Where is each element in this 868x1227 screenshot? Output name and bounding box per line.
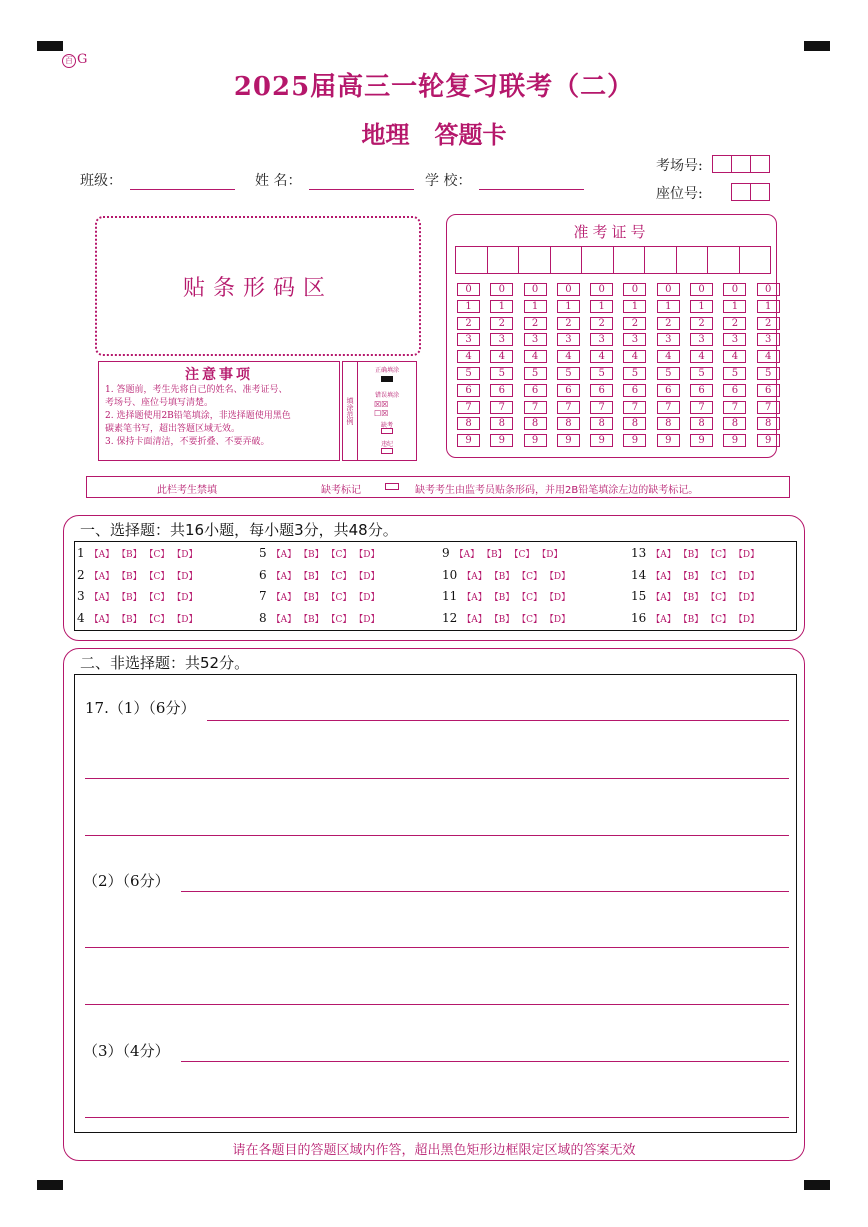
admission-number-title: 准考证号 — [573, 223, 650, 241]
answer-line — [85, 835, 789, 836]
digit-bubble[interactable]: 8 — [557, 417, 580, 430]
digit-row — [457, 317, 790, 334]
question-number: 15 — [631, 589, 647, 603]
question-number: 1 — [77, 546, 85, 560]
registration-mark-top-right — [804, 41, 830, 51]
digit-bubble[interactable]: 4 — [590, 350, 613, 363]
digit-bubble[interactable]: 5 — [524, 367, 547, 380]
answer-options[interactable]: 【A】 【B】 【C】 【D】 — [462, 593, 571, 603]
notice-item: 碳素笔书写，超出答题区域无效。 — [105, 424, 241, 434]
digit-bubble[interactable]: 1 — [590, 300, 613, 313]
answer-line — [207, 720, 789, 721]
digit-bubble[interactable]: 0 — [457, 283, 480, 296]
digit-bubble[interactable]: 6 — [557, 384, 580, 397]
digit-bubble[interactable]: 8 — [657, 417, 680, 430]
room-number-label: 考场号: — [656, 158, 703, 174]
digit-bubble[interactable]: 4 — [557, 350, 580, 363]
answer-options[interactable]: 【A】 【B】 【C】 【D】 — [271, 550, 380, 560]
answer-options[interactable]: 【A】 【B】 【C】 【D】 — [271, 571, 380, 582]
choice-question[interactable] — [631, 611, 759, 625]
choice-question[interactable] — [442, 589, 570, 603]
digit-bubble[interactable]: 5 — [723, 367, 746, 380]
notice-title: 注意事项 — [185, 367, 253, 383]
digit-bubble[interactable]: 0 — [690, 283, 713, 296]
digit-bubble[interactable]: 9 — [723, 434, 746, 447]
digit-bubble[interactable]: 3 — [657, 333, 680, 346]
digit-bubble[interactable]: 7 — [590, 401, 613, 414]
choice-question[interactable] — [259, 589, 379, 603]
digit-bubble[interactable]: 5 — [690, 367, 713, 380]
digit-bubble[interactable]: 2 — [623, 317, 646, 330]
digit-bubble[interactable]: 6 — [524, 384, 547, 397]
admission-number-write-boxes[interactable] — [455, 246, 771, 274]
question-number: 8 — [259, 610, 267, 625]
digit-bubble[interactable]: 3 — [490, 333, 513, 346]
notice-item: 2. 选择题使用2B铅笔填涂，非选择题使用黑色 — [105, 411, 291, 421]
choice-question[interactable] — [259, 568, 379, 582]
digit-bubble[interactable]: 3 — [690, 333, 713, 346]
digit-row — [457, 367, 790, 384]
digit-bubble[interactable]: 1 — [524, 300, 547, 313]
q17-part2-label: （2）（6分） — [83, 872, 170, 890]
choice-question[interactable] — [259, 611, 379, 625]
question-number: 9 — [442, 546, 450, 560]
digit-row — [457, 417, 790, 434]
digit-row — [457, 384, 790, 401]
answer-options[interactable]: 【A】 【B】 【C】 【D】 — [462, 571, 571, 582]
digit-bubble[interactable]: 0 — [524, 283, 547, 296]
violation-mark-box — [381, 448, 393, 454]
digit-bubble[interactable]: 0 — [723, 283, 746, 296]
digit-bubble[interactable]: 7 — [657, 401, 680, 414]
choice-question[interactable] — [442, 611, 570, 625]
digit-bubble[interactable]: 9 — [490, 434, 513, 447]
digit-bubble[interactable]: 2 — [457, 317, 480, 330]
digit-bubble[interactable]: 3 — [457, 333, 480, 346]
digit-bubble[interactable]: 5 — [457, 367, 480, 380]
digit-bubble[interactable]: 0 — [590, 283, 613, 296]
digit-bubble[interactable]: 9 — [457, 434, 480, 447]
digit-bubble[interactable]: 0 — [490, 283, 513, 296]
digit-bubble[interactable]: 8 — [757, 417, 780, 430]
class-field[interactable]: 班级： — [80, 170, 235, 190]
digit-row — [457, 401, 790, 418]
fill-example-box: 填涂范例 正确填涂 错误填涂 ☒☒ ☐☒ 缺考 违纪 — [342, 361, 417, 461]
digit-bubble[interactable]: 3 — [723, 333, 746, 346]
question-number: 12 — [442, 610, 458, 625]
registration-mark-bottom-left — [37, 1180, 63, 1190]
digit-bubble[interactable]: 7 — [557, 401, 580, 414]
digit-bubble[interactable]: 8 — [723, 417, 746, 430]
absent-mark-box — [381, 428, 393, 434]
digit-bubble[interactable]: 4 — [623, 350, 646, 363]
answer-area[interactable] — [74, 674, 797, 1133]
digit-bubble[interactable]: 7 — [524, 401, 547, 414]
digit-bubble[interactable]: 9 — [757, 434, 780, 447]
digit-bubble[interactable]: 6 — [457, 384, 480, 397]
digit-bubble[interactable]: 9 — [557, 434, 580, 447]
digit-bubble[interactable]: 6 — [723, 384, 746, 397]
q17-part1-label: 17.（1）（6分） — [85, 699, 196, 717]
answer-options[interactable]: 【A】 【B】 【C】 【D】 — [651, 593, 760, 603]
digit-bubble[interactable]: 7 — [690, 401, 713, 414]
wrong-mark-icon: ☒☒ ☐☒ — [374, 400, 389, 418]
answer-options[interactable]: 【A】 【B】 【C】 【D】 — [651, 614, 760, 625]
digit-bubble[interactable]: 5 — [657, 367, 680, 380]
digit-bubble[interactable]: 1 — [690, 300, 713, 313]
answer-options[interactable]: 【A】 【B】 【C】 【D】 — [271, 614, 380, 625]
notice-box — [98, 361, 340, 461]
digit-bubble[interactable]: 5 — [757, 367, 780, 380]
digit-bubble[interactable]: 0 — [657, 283, 680, 296]
question-number: 13 — [631, 546, 647, 560]
digit-bubble[interactable]: 6 — [657, 384, 680, 397]
digit-bubble[interactable]: 3 — [757, 333, 780, 346]
notice-item: 1. 答题前，考生先将自己的姓名、准考证号、 — [105, 385, 288, 395]
question-number: 11 — [442, 589, 458, 603]
digit-bubble[interactable]: 8 — [623, 417, 646, 430]
digit-bubble[interactable]: 2 — [723, 317, 746, 330]
answer-line — [85, 1117, 789, 1118]
digit-bubble[interactable]: 2 — [490, 317, 513, 330]
digit-bubble[interactable]: 0 — [557, 283, 580, 296]
digit-bubble[interactable]: 4 — [723, 350, 746, 363]
digit-bubble[interactable]: 9 — [524, 434, 547, 447]
admission-number-panel — [446, 214, 777, 458]
choice-question[interactable] — [259, 546, 379, 560]
registration-mark-top-left — [37, 41, 63, 51]
answer-line — [85, 778, 789, 779]
answer-line — [85, 947, 789, 948]
digit-bubble[interactable]: 0 — [757, 283, 780, 296]
answer-options[interactable]: 【A】 【B】 【C】 【D】 — [89, 550, 198, 560]
answer-options[interactable]: 【A】 【B】 【C】 【D】 — [89, 593, 198, 603]
digit-bubble[interactable]: 5 — [490, 367, 513, 380]
registration-mark-bottom-right — [804, 1180, 830, 1190]
question-number: 2 — [77, 567, 85, 582]
answer-options[interactable]: 【A】 【B】 【C】 【D】 — [89, 571, 198, 582]
digit-bubble[interactable]: 2 — [757, 317, 780, 330]
answer-options[interactable]: 【A】 【B】 【C】 【D】 — [462, 614, 571, 625]
digit-bubble[interactable]: 6 — [590, 384, 613, 397]
digit-row — [457, 333, 790, 350]
publisher-logo: 百 G — [62, 52, 87, 68]
question-number: 4 — [77, 610, 85, 625]
digit-bubble[interactable]: 2 — [557, 317, 580, 330]
question-number: 5 — [259, 546, 267, 560]
digit-row — [457, 300, 790, 317]
answer-line — [181, 891, 789, 892]
digit-bubble[interactable]: 3 — [623, 333, 646, 346]
digit-bubble[interactable]: 3 — [557, 333, 580, 346]
digit-bubble[interactable]: 4 — [757, 350, 780, 363]
notice-item: 考场号、座位号填写清楚。 — [105, 398, 214, 408]
answer-line — [85, 1004, 789, 1005]
room-number-cells[interactable] — [712, 155, 770, 173]
choice-question[interactable] — [77, 546, 197, 560]
digit-bubble[interactable]: 7 — [490, 401, 513, 414]
exam-title: 2025届高三一轮复习联考（二） — [233, 72, 635, 102]
absent-mark-bar: 此栏考生禁填 缺考标记 缺考考生由监考员贴条形码，并用2B铅笔填涂左边的缺考标记。 — [86, 476, 790, 498]
admission-digit-grid[interactable] — [457, 283, 790, 451]
choice-question[interactable] — [631, 589, 759, 603]
digit-bubble[interactable]: 8 — [590, 417, 613, 430]
digit-bubble[interactable]: 2 — [657, 317, 680, 330]
seat-number-label: 座位号: — [656, 186, 703, 202]
digit-bubble[interactable]: 4 — [457, 350, 480, 363]
digit-bubble[interactable]: 8 — [490, 417, 513, 430]
answer-options[interactable]: 【A】 【B】 【C】 【D】 — [651, 571, 760, 582]
digit-bubble[interactable]: 0 — [623, 283, 646, 296]
digit-bubble[interactable]: 8 — [524, 417, 547, 430]
section1-title: 一、选择题：共16小题，每小题3分，共48分。 — [80, 521, 398, 539]
digit-bubble[interactable]: 7 — [457, 401, 480, 414]
digit-bubble[interactable]: 2 — [590, 317, 613, 330]
digit-row — [457, 434, 790, 451]
digit-bubble[interactable]: 7 — [757, 401, 780, 414]
subject-title: 地理 答题卡 — [361, 120, 507, 149]
choice-question[interactable] — [77, 589, 197, 603]
digit-bubble[interactable]: 2 — [524, 317, 547, 330]
digit-bubble[interactable]: 1 — [623, 300, 646, 313]
digit-bubble[interactable]: 7 — [723, 401, 746, 414]
digit-bubble[interactable]: 5 — [590, 367, 613, 380]
digit-bubble[interactable]: 7 — [623, 401, 646, 414]
digit-bubble[interactable]: 8 — [457, 417, 480, 430]
question-number: 10 — [442, 567, 458, 582]
question-number: 14 — [631, 567, 647, 582]
answer-line — [181, 1061, 789, 1062]
question-number: 16 — [631, 610, 647, 625]
digit-bubble[interactable]: 4 — [490, 350, 513, 363]
digit-bubble[interactable]: 3 — [524, 333, 547, 346]
choice-question[interactable] — [631, 546, 759, 560]
answer-area-warning: 请在各题目的答题区域内作答，超出黑色矩形边框限定区域的答案无效 — [232, 1143, 636, 1158]
multiple-choice-grid — [74, 541, 797, 631]
digit-bubble[interactable]: 9 — [657, 434, 680, 447]
digit-bubble[interactable]: 6 — [623, 384, 646, 397]
digit-bubble[interactable]: 9 — [623, 434, 646, 447]
digit-bubble[interactable]: 4 — [657, 350, 680, 363]
q17-part3-label: （3）（4分） — [83, 1042, 170, 1060]
question-number: 3 — [77, 589, 85, 603]
digit-bubble[interactable]: 2 — [690, 317, 713, 330]
digit-bubble[interactable]: 1 — [457, 300, 480, 313]
choice-question[interactable] — [631, 568, 759, 582]
digit-row — [457, 350, 790, 367]
digit-bubble[interactable]: 6 — [490, 384, 513, 397]
choice-question[interactable] — [442, 546, 562, 560]
digit-bubble[interactable]: 5 — [557, 367, 580, 380]
digit-bubble[interactable]: 1 — [557, 300, 580, 313]
answer-options[interactable]: 【A】 【B】 【C】 【D】 — [271, 593, 380, 603]
open-answer-section — [63, 648, 805, 1161]
filled-mark-icon — [381, 376, 393, 382]
digit-bubble[interactable]: 3 — [590, 333, 613, 346]
digit-bubble[interactable]: 1 — [490, 300, 513, 313]
digit-bubble[interactable]: 4 — [690, 350, 713, 363]
multiple-choice-section — [63, 515, 805, 641]
absent-mark-checkbox[interactable] — [385, 483, 399, 490]
choice-question[interactable] — [442, 568, 570, 582]
school-field[interactable]: 学 校： — [425, 170, 584, 190]
answer-options[interactable]: 【A】 【B】 【C】 【D】 — [651, 550, 760, 560]
section2-title: 二、非选择题：共52分。 — [80, 654, 250, 672]
name-field[interactable]: 姓 名： — [255, 170, 414, 190]
question-number: 7 — [259, 589, 267, 603]
answer-options[interactable]: 【A】 【B】 【C】 【D】 — [454, 550, 563, 560]
digit-bubble[interactable]: 4 — [524, 350, 547, 363]
digit-bubble[interactable]: 6 — [757, 384, 780, 397]
notice-item: 3. 保持卡面清洁，不要折叠、不要弄破。 — [105, 437, 270, 447]
digit-bubble[interactable]: 1 — [657, 300, 680, 313]
digit-row — [457, 283, 790, 300]
question-number: 6 — [259, 567, 267, 582]
answer-options[interactable]: 【A】 【B】 【C】 【D】 — [89, 614, 198, 625]
digit-bubble[interactable]: 8 — [690, 417, 713, 430]
seat-number-cells[interactable] — [731, 183, 770, 201]
choice-question[interactable] — [77, 611, 197, 625]
digit-bubble[interactable]: 1 — [757, 300, 780, 313]
choice-question[interactable] — [77, 568, 197, 582]
digit-bubble[interactable]: 9 — [690, 434, 713, 447]
digit-bubble[interactable]: 1 — [723, 300, 746, 313]
digit-bubble[interactable]: 6 — [690, 384, 713, 397]
digit-bubble[interactable]: 9 — [590, 434, 613, 447]
barcode-area: 贴条形码区 — [95, 216, 421, 356]
digit-bubble[interactable]: 5 — [623, 367, 646, 380]
